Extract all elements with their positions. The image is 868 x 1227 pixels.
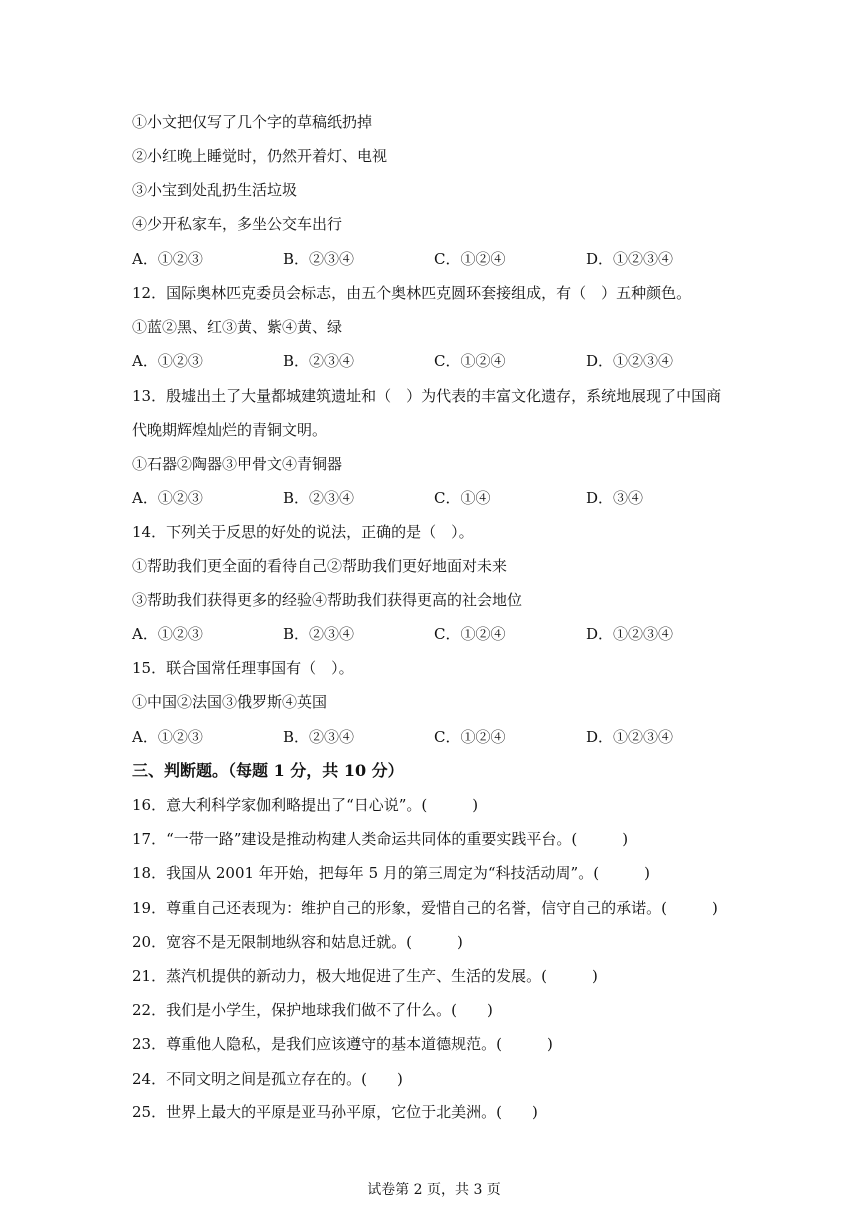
q13-option-d: D．③④: [586, 489, 644, 507]
q11-item-4: ④少开私家车，多坐公交车出行: [132, 215, 343, 233]
page-footer: 试卷第 2 页，共 3 页: [367, 1182, 501, 1198]
section3-heading: 三、判断题。（每题 1 分，共 10 分）: [132, 761, 404, 780]
q11-item-3: ③小宝到处乱扔生活垃圾: [132, 181, 298, 199]
tf-question-21: 21．蒸汽机提供的新动力，极大地促进了生产、生活的发展。( ): [132, 967, 598, 985]
q12-option-b: B．②③④: [283, 352, 355, 370]
q15-option-b: B．②③④: [283, 728, 355, 746]
q12-items: ①蓝②黑、红③黄、紫④黄、绿: [132, 318, 343, 336]
tf-question-17: 17．“一带一路”建设是推动构建人类命运共同体的重要实践平台。( ): [132, 830, 629, 848]
q12-option-d: D．①②③④: [586, 352, 674, 370]
tf-question-18: 18．我国从 2001 年开始，把每年 5 月的第三周定为“科技活动周”。( ): [132, 864, 650, 882]
q12-option-c: C．①②④: [434, 352, 506, 370]
tf-question-24: 24．不同文明之间是孤立存在的。( ): [132, 1070, 403, 1088]
q11-item-1: ①小文把仅写了几个字的草稿纸扔掉: [132, 113, 373, 131]
q12-stem: 12．国际奥林匹克委员会标志，由五个奥林匹克圆环套接组成，有（ ）五种颜色。: [132, 284, 692, 302]
tf-question-20: 20．宽容不是无限制地纵容和姑息迁就。( ): [132, 933, 463, 951]
q11-item-2: ②小红晚上睡觉时，仍然开着灯、电视: [132, 147, 388, 165]
q14-items-1: ①帮助我们更全面的看待自己②帮助我们更好地面对未来: [132, 557, 508, 575]
q14-option-a: A．①②③: [132, 625, 203, 643]
q15-option-d: D．①②③④: [586, 728, 674, 746]
q13-option-c: C．①④: [434, 489, 491, 507]
q11-option-a: A．①②③: [132, 250, 203, 268]
q13-option-a: A．①②③: [132, 489, 203, 507]
tf-question-23: 23．尊重他人隐私，是我们应该遵守的基本道德规范。( ): [132, 1035, 553, 1053]
tf-question-25: 25．世界上最大的平原是亚马孙平原，它位于北美洲。( ): [132, 1103, 538, 1121]
tf-question-19: 19．尊重自己还表现为：维护自己的形象，爱惜自己的名誉，信守自己的承诺。( ): [132, 899, 718, 917]
q14-stem: 14．下列关于反思的好处的说法，正确的是（ ）。: [132, 523, 474, 541]
q14-option-d: D．①②③④: [586, 625, 674, 643]
q15-option-a: A．①②③: [132, 728, 203, 746]
q14-items-2: ③帮助我们获得更多的经验④帮助我们获得更高的社会地位: [132, 591, 523, 609]
q11-option-b: B．②③④: [283, 250, 355, 268]
q15-stem: 15．联合国常任理事国有（ ）。: [132, 659, 354, 677]
q15-items: ①中国②法国③俄罗斯④英国: [132, 693, 328, 711]
q11-option-c: C．①②④: [434, 250, 506, 268]
q13-stem-line1: 13．殷墟出土了大量都城建筑遗址和（ ）为代表的丰富文化遗存，系统地展现了中国商: [132, 387, 722, 405]
q13-stem-line2: 代晚期辉煌灿烂的青铜文明。: [132, 421, 328, 439]
tf-question-16: 16．意大利科学家伽利略提出了“日心说”。( ): [132, 796, 479, 814]
q13-option-b: B．②③④: [283, 489, 355, 507]
q13-items: ①石器②陶器③甲骨文④青铜器: [132, 455, 343, 473]
q14-option-b: B．②③④: [283, 625, 355, 643]
tf-question-22: 22．我们是小学生，保护地球我们做不了什么。( ): [132, 1001, 493, 1019]
q15-option-c: C．①②④: [434, 728, 506, 746]
q12-option-a: A．①②③: [132, 352, 203, 370]
q11-option-d: D．①②③④: [586, 250, 674, 268]
q14-option-c: C．①②④: [434, 625, 506, 643]
